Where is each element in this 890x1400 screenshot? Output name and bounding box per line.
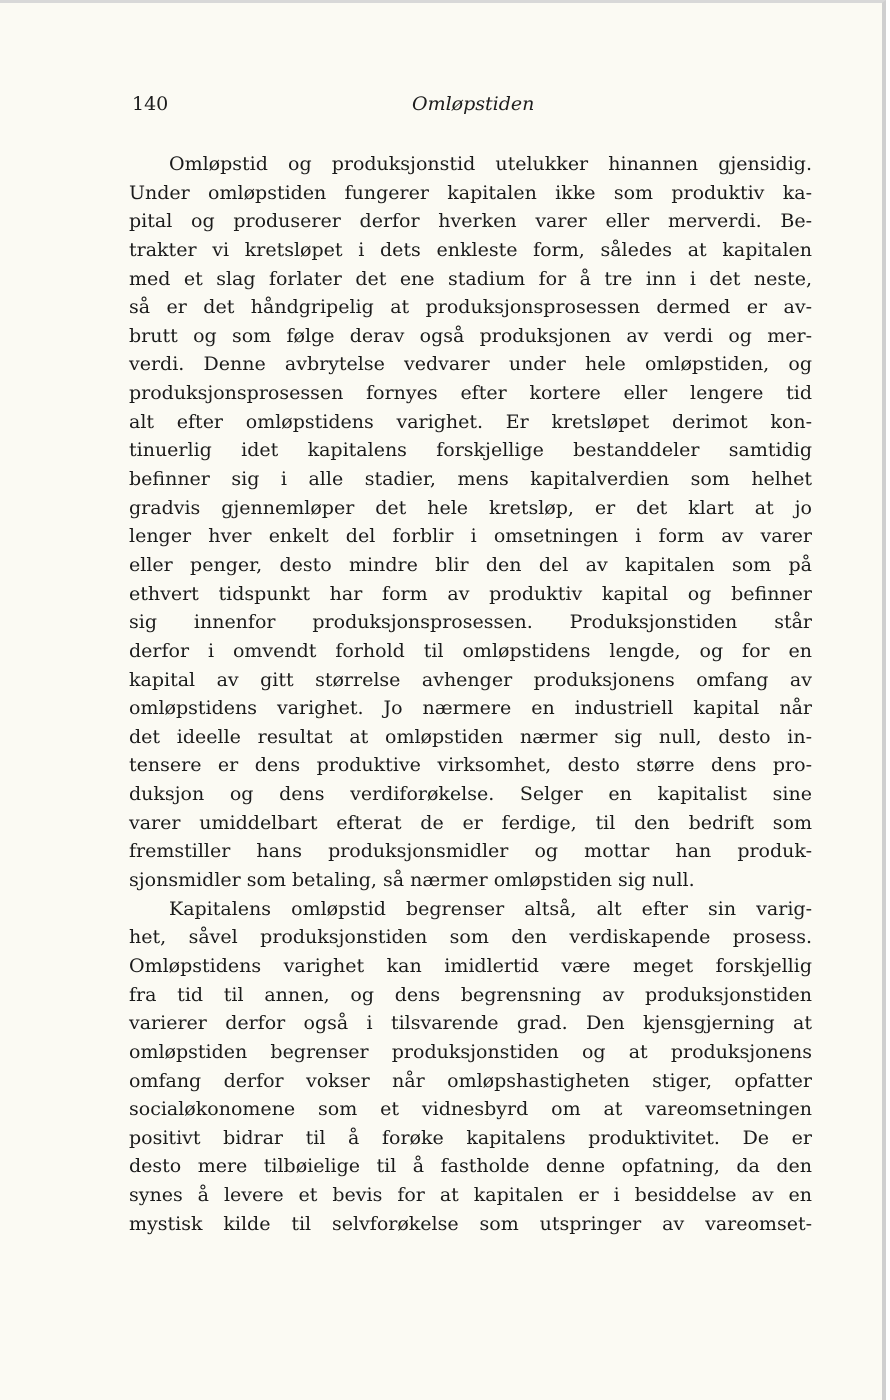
text-line: produksjonsprosessen fornyes efter kortere eller lengere tid — [129, 382, 812, 405]
text-line: synes å levere et bevis for at kapitalen er i besiddelse av en — [129, 1184, 812, 1207]
text-line: med et slag forlater det ene stadium for å tre inn i det neste, — [129, 267, 812, 290]
text-line: omløpstidens varighet. Jo nærmere en industriell kapital når — [129, 697, 812, 720]
text-line: varer umiddelbart efterat de er ferdige, til den bedrift som — [129, 811, 812, 834]
text-line: kapital av gitt størrelse avhenger produksjonens omfang av — [129, 668, 812, 691]
text-line: brutt og som følge derav også produksjonen av verdi og mer- — [129, 324, 812, 347]
text-line: socialøkonomene som et vidnesbyrd om at vareomsetningen — [129, 1098, 812, 1121]
text-line: trakter vi kretsløpet i dets enkleste form, således at kapitalen — [129, 238, 812, 261]
text-line: positivt bidrar til å forøke kapitalens produktivitet. De er — [129, 1126, 812, 1149]
text-line: sjonsmidler som betaling, så nærmer omløpstiden sig null. — [129, 869, 695, 892]
text-line: tensere er dens produktive virksomhet, desto større dens pro- — [129, 754, 812, 777]
text-line: pital og produserer derfor hverken varer eller merverdi. Be- — [129, 210, 812, 233]
text-line: lenger hver enkelt del forblir i omsetningen i form av varer — [129, 525, 812, 548]
text-line: duksjon og dens verdiforøkelse. Selger en kapitalist sine — [129, 783, 812, 806]
running-head — [132, 93, 812, 123]
text-line: het, såvel produksjonstiden som den verdiskapende prosess. — [129, 926, 812, 949]
text-line: omfang derfor vokser når omløpshastigheten stiger, opfatter — [129, 1069, 812, 1092]
text-line: verdi. Denne avbrytelse vedvarer under hele omløpstiden, og — [129, 353, 812, 376]
text-line: gradvis gjennemløper det hele kretsløp, er det klart at jo — [129, 496, 812, 519]
text-line: sig innenfor produksjonsprosessen. Produksjonstiden står — [129, 611, 812, 634]
running-title: Omløpstiden — [412, 93, 535, 115]
text-line: Omløpstidens varighet kan imidlertid være meget forskjellig — [129, 954, 812, 977]
text-line: fra tid til annen, og dens begrensning av produksjonstiden — [129, 983, 812, 1006]
text-line: mystisk kilde til selvforøkelse som utspringer av vareomset- — [129, 1212, 812, 1235]
body-text — [129, 150, 812, 1238]
text-line: befinner sig i alle stadier, mens kapitalverdien som helhet — [129, 468, 812, 491]
text-line: ethvert tidspunkt har form av produktiv kapital og befinner — [129, 582, 812, 605]
text-line: Omløpstid og produksjonstid utelukker hinannen gjensidig. — [169, 153, 812, 175]
text-line: omløpstiden begrenser produksjonstiden og at produksjonens — [129, 1040, 812, 1063]
text-line: det ideelle resultat at omløpstiden nærmer sig null, desto in- — [129, 725, 812, 748]
text-line: desto mere tilbøielige til å fastholde denne opfatning, da den — [129, 1155, 812, 1178]
text-line: tinuerlig idet kapitalens forskjellige bestanddeler samtidig — [129, 439, 812, 462]
text-line: alt efter omløpstidens varighet. Er kretsløpet derimot kon- — [129, 410, 812, 433]
page-number: 140 — [132, 93, 169, 115]
text-line: varierer derfor også i tilsvarende grad. Den kjensgjerning at — [129, 1012, 812, 1035]
text-line: så er det håndgripelig at produksjonsprosessen dermed er av- — [129, 296, 812, 319]
text-line: Kapitalens omløpstid begrenser altså, alt efter sin varig- — [169, 897, 812, 920]
text-line: derfor i omvendt forhold til omløpstidens lengde, og for en — [129, 639, 812, 662]
text-line: fremstiller hans produksjonsmidler og mottar han produk- — [129, 840, 812, 863]
text-line: Under omløpstiden fungerer kapitalen ikke som produktiv ka- — [129, 181, 812, 204]
text-line: eller penger, desto mindre blir den del av kapitalen som på — [129, 553, 812, 576]
